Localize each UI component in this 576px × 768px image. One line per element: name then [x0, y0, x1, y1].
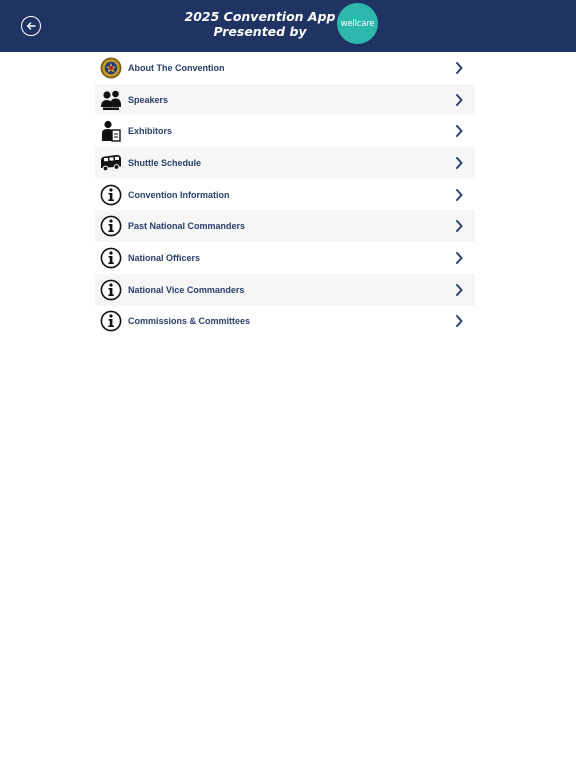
menu-item-convention-information[interactable]: [95, 179, 475, 211]
menu-item-commissions-committees[interactable]: [95, 306, 475, 338]
menu-item-label: National Vice Commanders: [128, 284, 245, 295]
bus-icon: [100, 152, 122, 174]
menu-item-shuttle-schedule[interactable]: [95, 147, 475, 179]
chevron-right-icon: [454, 219, 464, 233]
sponsor-logo-text: wellcare: [340, 18, 375, 29]
circle-arrow-left-icon: [25, 20, 37, 32]
menu-item-label: National Officers: [128, 252, 201, 263]
sponsor-logo: [337, 3, 378, 44]
menu-item-speakers[interactable]: [95, 84, 475, 116]
chevron-right-icon: [454, 61, 464, 75]
menu-item-national-officers[interactable]: [95, 242, 475, 274]
chevron-right-icon: [454, 93, 464, 107]
info-icon: [100, 310, 122, 332]
chevron-right-icon: [454, 124, 464, 138]
menu-item-label: Convention Information: [128, 189, 230, 200]
menu-item-national-vice-commanders[interactable]: [95, 274, 475, 306]
chevron-right-icon: [454, 156, 464, 170]
exhibitor-icon: [100, 120, 122, 142]
menu-item-label: Commissions & Committees: [128, 316, 251, 327]
main-menu: [95, 52, 475, 337]
info-icon: [100, 279, 122, 301]
menu-item-about-the-convention[interactable]: [95, 52, 475, 84]
menu-item-label: Shuttle Schedule: [128, 157, 202, 168]
info-icon: [100, 247, 122, 269]
menu-item-exhibitors[interactable]: [95, 115, 475, 147]
emblem-icon: [100, 57, 122, 79]
speakers-icon: [100, 89, 122, 111]
chevron-right-icon: [454, 314, 464, 328]
info-icon: [100, 215, 122, 237]
chevron-right-icon: [454, 283, 464, 297]
menu-item-label: Speakers: [128, 94, 169, 105]
app-title-line2: Presented by: [213, 24, 307, 39]
app-title-line1: 2025 Convention App: [184, 9, 336, 24]
menu-item-label: Past National Commanders: [128, 221, 246, 232]
menu-item-label: About The Convention: [128, 62, 225, 73]
chevron-right-icon: [454, 188, 464, 202]
app-title: [180, 9, 340, 39]
chevron-right-icon: [454, 251, 464, 265]
menu-item-past-national-commanders[interactable]: [95, 210, 475, 242]
menu-item-label: Exhibitors: [128, 126, 173, 137]
back-button[interactable]: [21, 16, 41, 36]
app-header: [0, 0, 576, 52]
info-icon: [100, 184, 122, 206]
